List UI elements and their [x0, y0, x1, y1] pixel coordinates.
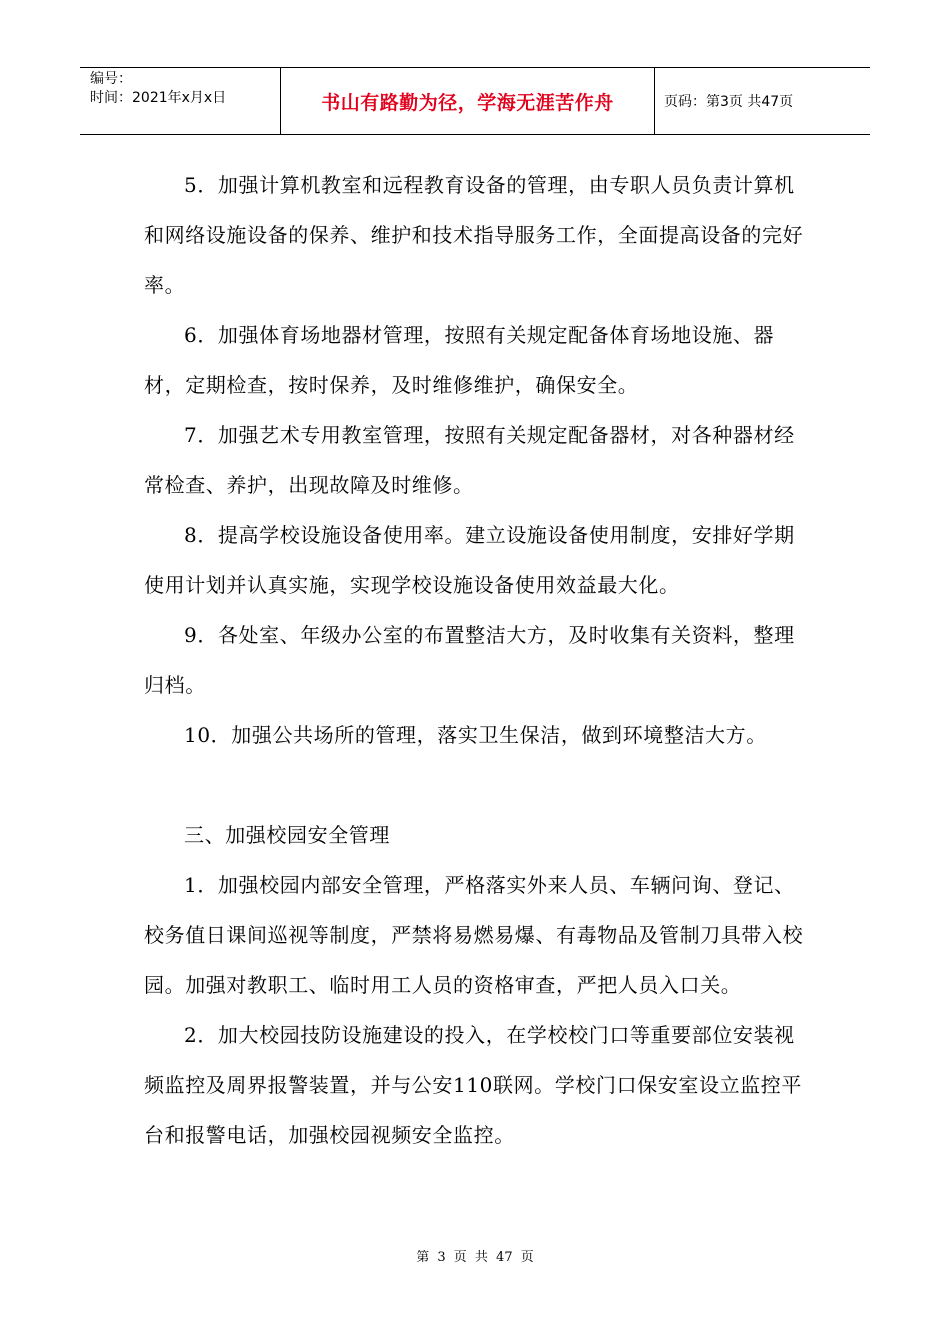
paragraph: 10．加强公共场所的管理，落实卫生保洁，做到环境整洁大方。	[184, 723, 767, 747]
header-motto: 书山有路勤为径，学海无涯苦作舟	[281, 68, 655, 134]
header-page-info: 页码：第3页 共47页	[664, 94, 794, 110]
document-number-label: 编号：	[90, 71, 132, 87]
paragraph: 8．提高学校设施设备使用率。建立设施设备使用制度，安排好学期使用计划并认真实施，实现学校设施设备使用效益最大化。	[144, 523, 795, 597]
document-body	[144, 160, 812, 1160]
paragraph: 7．加强艺术专用教室管理，按照有关规定配备器材，对各种器材经常检查、养护，出现故障及时维修。	[144, 423, 795, 497]
document-time-label: 时间：2021年x月x日	[90, 90, 227, 106]
paragraph: 2．加大校园技防设施建设的投入，在学校校门口等重要部位安装视频监控及周界报警装置，并与公安110联网。学校门口保安室设立监控平台和报警电话，加强校园视频安全监控。	[144, 1023, 802, 1147]
paragraph: 1．加强校园内部安全管理，严格落实外来人员、车辆问询、登记、校务值日课间巡视等制度，严禁将易燃易爆、有毒物品及管制刀具带入校园。加强对教职工、临时用工人员的资格审查，严把人员入口关。	[144, 873, 804, 997]
page-header	[80, 67, 870, 135]
page-footer: 第 3 页 共 47 页	[416, 1250, 534, 1265]
paragraph: 6．加强体育场地器材管理，按照有关规定配备体育场地设施、器材，定期检查，按时保养，及时维修维护，确保安全。	[144, 323, 775, 397]
section-heading: 三、加强校园安全管理	[184, 823, 390, 847]
paragraph: 5．加强计算机教室和远程教育设备的管理，由专职人员负责计算机和网络设施设备的保养、维护和技术指导服务工作，全面提高设备的完好率。	[144, 173, 804, 297]
header-meta	[80, 68, 281, 134]
paragraph: 9．各处室、年级办公室的布置整洁大方，及时收集有关资料，整理归档。	[144, 623, 795, 697]
